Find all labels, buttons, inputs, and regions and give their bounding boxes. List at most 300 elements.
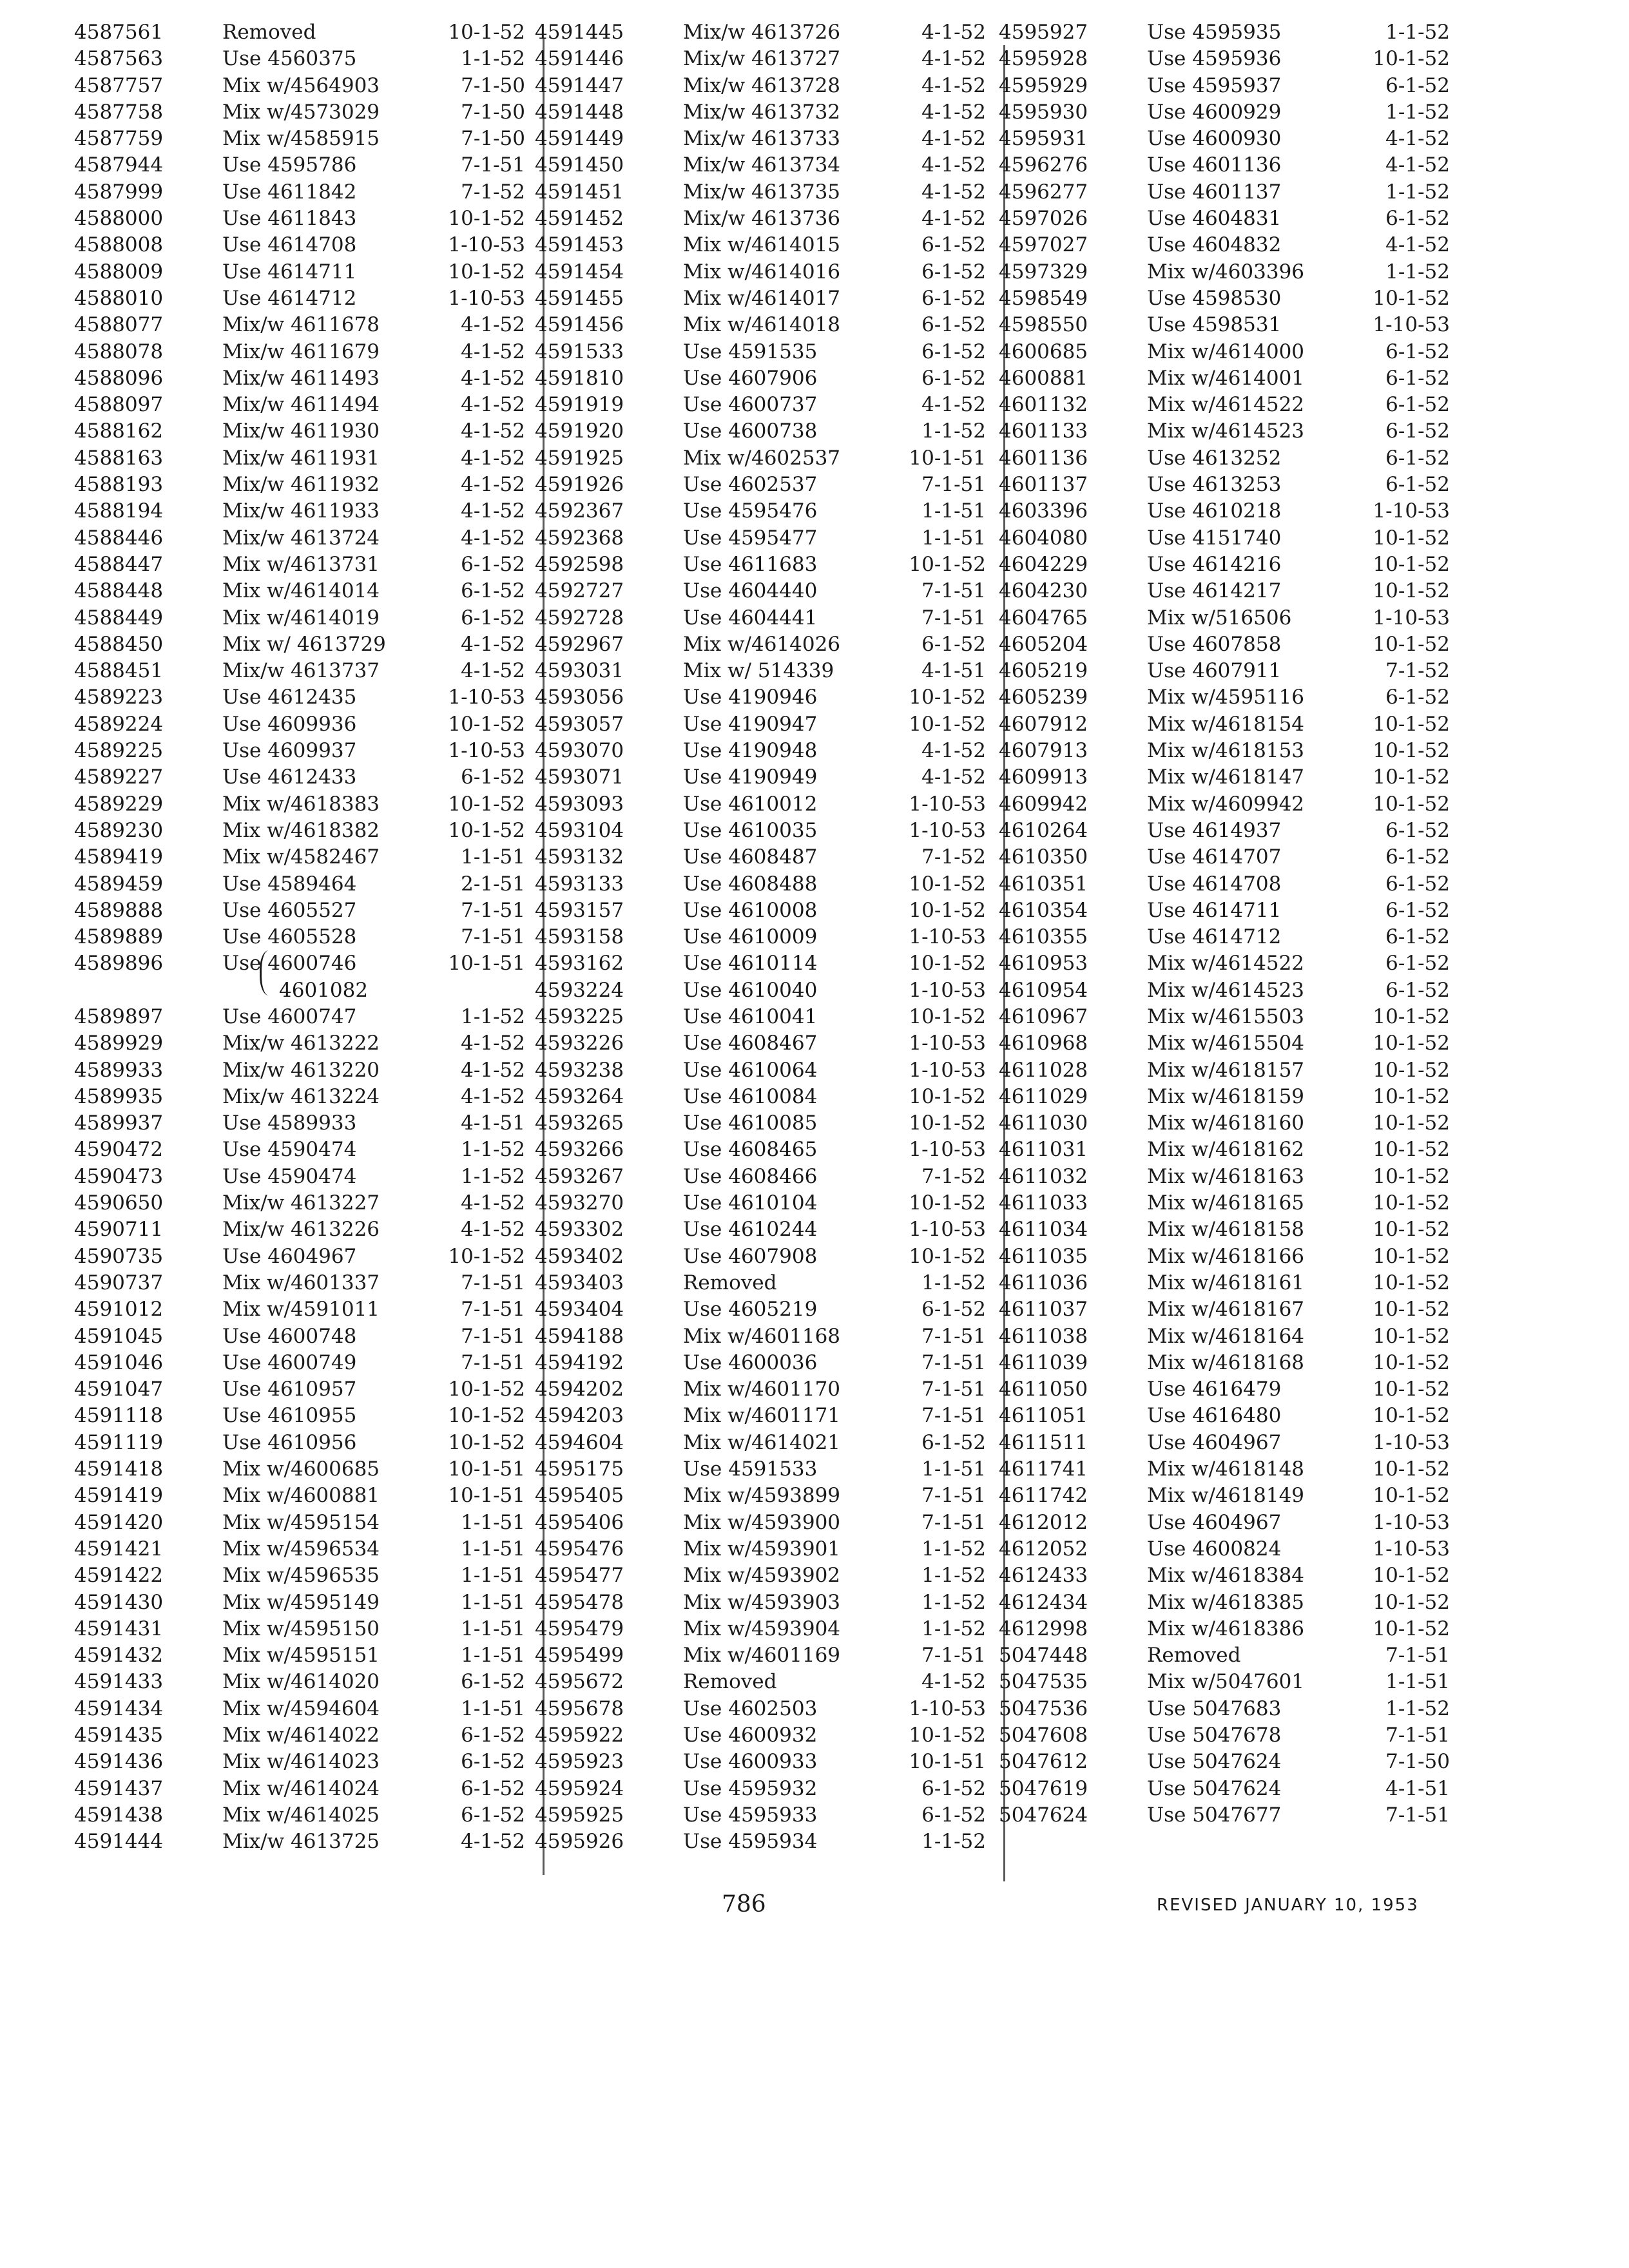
table-row (999, 99, 1463, 126)
effective-date: 1-1-51 (461, 1590, 525, 1614)
part-number: 4611029 (999, 1084, 1088, 1108)
effective-date: 10-1-52 (1373, 579, 1450, 603)
part-number: 4610351 (999, 872, 1088, 896)
part-number: 4593402 (535, 1244, 624, 1268)
table-row (535, 1536, 999, 1562)
disposition: Use 4600824 (1147, 1537, 1282, 1561)
disposition: Use 4604441 (683, 606, 818, 629)
effective-date: 1-1-52 (921, 1617, 986, 1640)
effective-date: 6-1-52 (461, 765, 525, 789)
effective-date: 4-1-52 (461, 366, 525, 390)
effective-date: 7-1-51 (461, 898, 525, 922)
disposition: Mix/w 4613727 (683, 47, 841, 71)
table-row (74, 1590, 538, 1616)
table-row (535, 631, 999, 658)
table-row (999, 1802, 1463, 1829)
effective-date: 6-1-52 (921, 1776, 986, 1800)
effective-date: 10-1-52 (1373, 632, 1450, 656)
table-row (74, 99, 538, 126)
effective-date: 4-1-52 (921, 47, 986, 71)
table-row (535, 1137, 999, 1163)
table-row (999, 578, 1463, 604)
disposition: Mix w/4601337 (222, 1271, 380, 1294)
disposition: Use 4611843 (222, 207, 357, 231)
disposition: Use 4190948 (683, 739, 818, 763)
effective-date: 7-1-51 (461, 153, 525, 177)
disposition: Mix w/4618385 (1147, 1590, 1305, 1614)
part-number: 5047448 (999, 1644, 1088, 1667)
disposition: Use 4614708 (1147, 872, 1282, 896)
disposition: Mix w/4595150 (222, 1617, 380, 1640)
disposition: Use 4598530 (1147, 286, 1282, 310)
table-row (999, 312, 1463, 338)
table-row (999, 472, 1463, 498)
table-row (999, 791, 1463, 818)
part-number: 4591449 (535, 127, 624, 151)
disposition: Use 4560375 (222, 47, 357, 71)
table-row (999, 924, 1463, 950)
effective-date: 10-1-52 (1373, 1590, 1450, 1614)
table-row (74, 1430, 538, 1456)
part-number: 4609942 (999, 792, 1088, 816)
table-row (535, 1616, 999, 1642)
disposition: Use 4190949 (683, 765, 818, 789)
effective-date: 6-1-52 (1385, 898, 1450, 922)
part-number: 4592367 (535, 499, 624, 523)
table-row (74, 1270, 538, 1296)
part-number: 4610953 (999, 952, 1088, 975)
effective-date: 10-1-52 (909, 712, 986, 736)
effective-date: 1-10-53 (909, 1696, 986, 1720)
effective-date: 7-1-51 (1385, 1644, 1450, 1667)
disposition: Use 4595934 (683, 1830, 818, 1854)
part-number: 4588008 (74, 233, 164, 257)
disposition: Use 5047678 (1147, 1724, 1282, 1747)
disposition: Use 4604967 (222, 1244, 357, 1268)
table-row (535, 365, 999, 392)
part-number: 4604229 (999, 552, 1088, 576)
effective-date: 6-1-52 (1385, 366, 1450, 390)
disposition: Mix w/ 514339 (683, 659, 834, 683)
disposition: Use 4595476 (683, 499, 818, 523)
disposition: Use 4610008 (683, 898, 818, 922)
effective-date: 4-1-52 (461, 526, 525, 550)
disposition: Mix w/4614024 (222, 1776, 380, 1800)
part-number: 4593265 (535, 1111, 624, 1135)
effective-date: 10-1-52 (909, 1004, 986, 1028)
effective-date: 1-1-52 (921, 1830, 986, 1854)
part-number: 4611050 (999, 1378, 1088, 1401)
disposition: Mix w/4615503 (1147, 1004, 1305, 1028)
effective-date: 10-1-52 (448, 260, 525, 284)
effective-date: 10-1-52 (1373, 1032, 1450, 1055)
disposition: Mix/w 4613725 (222, 1830, 380, 1854)
effective-date: 1-1-51 (461, 1696, 525, 1720)
disposition: Mix/w 4613222 (222, 1032, 380, 1055)
table-row (74, 631, 538, 658)
part-number: 4587944 (74, 153, 164, 177)
disposition: Use 4604831 (1147, 207, 1282, 231)
part-number: 4611039 (999, 1350, 1088, 1374)
disposition: Mix w/4573029 (222, 100, 380, 124)
part-number: 4593266 (535, 1138, 624, 1162)
disposition: Use 4605219 (683, 1298, 818, 1321)
table-row (999, 19, 1463, 46)
part-number: 4596277 (999, 180, 1088, 204)
effective-date: 10-1-52 (1373, 1218, 1450, 1242)
effective-date: 4-1-52 (461, 1218, 525, 1242)
table-row (535, 764, 999, 791)
part-number: 4592598 (535, 552, 624, 576)
part-number: 4595928 (999, 47, 1088, 71)
part-number: 4595672 (535, 1670, 624, 1694)
part-number: 4589230 (74, 818, 164, 842)
effective-date: 1-1-52 (921, 1271, 986, 1294)
part-number: 4591452 (535, 207, 624, 231)
effective-date: 1-1-51 (921, 526, 986, 550)
disposition: Mix/w 4613737 (222, 659, 380, 683)
table-row (74, 126, 538, 152)
disposition: Mix w/4618166 (1147, 1244, 1305, 1268)
effective-date: 1-10-53 (1373, 313, 1450, 337)
effective-date: 10-1-52 (1373, 1004, 1450, 1028)
table-row (999, 1164, 1463, 1190)
part-number: 4595477 (535, 1564, 624, 1588)
part-number: 4591444 (74, 1830, 164, 1854)
table-row (74, 1776, 538, 1802)
effective-date: 7-1-51 (921, 606, 986, 629)
effective-date: 10-1-52 (909, 1084, 986, 1108)
part-number: 4611036 (999, 1271, 1088, 1294)
part-number: 4590650 (74, 1191, 164, 1215)
effective-date: 10-1-52 (1373, 1164, 1450, 1188)
table-row (999, 1510, 1463, 1536)
table-row (535, 525, 999, 552)
table-row (999, 285, 1463, 312)
effective-date: 10-1-52 (909, 872, 986, 896)
table-row (74, 950, 538, 977)
table-row (999, 1323, 1463, 1350)
table-row (74, 684, 538, 711)
disposition: Use 4600746 (222, 952, 357, 975)
disposition: Use 4610956 (222, 1430, 357, 1454)
disposition: Use 4609937 (222, 739, 357, 763)
table-row (74, 1483, 538, 1509)
part-number: 4590735 (74, 1244, 164, 1268)
disposition: Use 4609936 (222, 712, 357, 736)
table-row (74, 1829, 538, 1855)
effective-date: 4-1-52 (921, 153, 986, 177)
part-number: 4604080 (999, 526, 1088, 550)
effective-date: 10-1-52 (1373, 1404, 1450, 1428)
disposition: Mix w/4600881 (222, 1484, 380, 1508)
table-row (74, 179, 538, 206)
effective-date: 6-1-52 (1385, 686, 1450, 709)
part-number: 4594604 (535, 1430, 624, 1454)
disposition: Mix w/5047601 (1147, 1670, 1305, 1694)
table-row (999, 1722, 1463, 1749)
table-row (999, 631, 1463, 658)
table-row (999, 977, 1463, 1004)
disposition: Use 4610040 (683, 978, 818, 1002)
revision-date: REVISED JANUARY 10, 1953 (1157, 1896, 1419, 1915)
part-number: 4591925 (535, 446, 624, 470)
disposition: Mix w/4614523 (1147, 978, 1305, 1002)
table-row (74, 392, 538, 418)
part-number: 4588450 (74, 632, 164, 656)
disposition: Mix w/4614016 (683, 260, 841, 284)
effective-date: 4-1-52 (921, 393, 986, 417)
table-row (74, 1323, 538, 1350)
table-row (74, 711, 538, 738)
disposition: Use 4600747 (222, 1004, 357, 1028)
effective-date: 10-1-52 (1373, 1138, 1450, 1162)
disposition: Mix/w 4613733 (683, 127, 841, 151)
table-row (535, 1376, 999, 1403)
table-row (999, 605, 1463, 631)
effective-date: 1-1-51 (921, 1457, 986, 1481)
effective-date: 1-10-53 (909, 925, 986, 949)
part-number: 4588449 (74, 606, 164, 629)
effective-date: 6-1-52 (461, 1724, 525, 1747)
table-row (535, 1190, 999, 1216)
effective-date: 10-1-52 (1373, 1484, 1450, 1508)
table-row (999, 844, 1463, 870)
effective-date: 10-1-52 (1373, 1324, 1450, 1348)
effective-date: 7-1-50 (461, 127, 525, 151)
table-row (74, 1456, 538, 1483)
table-row (999, 1562, 1463, 1589)
part-number: 4611030 (999, 1111, 1088, 1135)
table-row (535, 1057, 999, 1084)
part-number: 4592727 (535, 579, 624, 603)
disposition: Use 4589933 (222, 1111, 357, 1135)
part-number: 4593070 (535, 739, 624, 763)
effective-date: 6-1-52 (921, 1298, 986, 1321)
table-row (535, 1084, 999, 1110)
table-row (535, 1430, 999, 1456)
table-row (999, 764, 1463, 791)
part-number: 4591432 (74, 1644, 164, 1667)
table-row (74, 898, 538, 924)
part-number: 4611038 (999, 1324, 1088, 1348)
disposition: Mix/w 4611679 (222, 340, 380, 363)
disposition: Mix w/4596534 (222, 1537, 380, 1561)
disposition: Removed (1147, 1644, 1241, 1667)
part-number: 4595931 (999, 127, 1088, 151)
disposition: Mix w/4614000 (1147, 340, 1305, 363)
part-number: 4589933 (74, 1058, 164, 1082)
part-number: 4588448 (74, 579, 164, 603)
disposition: Use 4602537 (683, 473, 818, 497)
part-number: 4605239 (999, 686, 1088, 709)
disposition: Use 4589464 (222, 872, 357, 896)
table-row (74, 232, 538, 258)
table-row (999, 1190, 1463, 1216)
table-row (74, 738, 538, 764)
part-number: 4591447 (535, 73, 624, 97)
disposition: Use 5047624 (1147, 1776, 1282, 1800)
disposition: Use 4610957 (222, 1378, 357, 1401)
effective-date: 4-1-52 (921, 127, 986, 151)
disposition: Mix w/4618162 (1147, 1138, 1305, 1162)
part-number: 4591451 (535, 180, 624, 204)
effective-date: 1-1-51 (461, 1537, 525, 1561)
disposition: Mix w/4614001 (1147, 366, 1305, 390)
table-row (74, 1084, 538, 1110)
table-row (74, 1137, 538, 1163)
effective-date: 7-1-51 (461, 1271, 525, 1294)
part-number: 4611742 (999, 1484, 1088, 1508)
disposition: Mix w/4603396 (1147, 260, 1305, 284)
effective-date: 4-1-52 (461, 393, 525, 417)
effective-date: 4-1-52 (461, 1032, 525, 1055)
table-row (999, 1776, 1463, 1802)
table-row (74, 1669, 538, 1695)
disposition: Mix/w 4613226 (222, 1218, 380, 1242)
part-number: 4589227 (74, 765, 164, 789)
effective-date: 1-10-53 (909, 1058, 986, 1082)
table-row (999, 339, 1463, 365)
part-number: 4588194 (74, 499, 164, 523)
disposition: Use 4600737 (683, 393, 818, 417)
table-row (74, 658, 538, 684)
disposition: Use 4610041 (683, 1004, 818, 1028)
part-number: 4595930 (999, 100, 1088, 124)
effective-date: 4-1-52 (921, 1670, 986, 1694)
table-row (535, 1216, 999, 1243)
disposition: Mix w/4601168 (683, 1324, 841, 1348)
disposition: Mix w/4600685 (222, 1457, 380, 1481)
effective-date: 6-1-52 (921, 286, 986, 310)
disposition: Use 4614711 (1147, 898, 1282, 922)
disposition: Use 4605527 (222, 898, 357, 922)
effective-date: 4-1-51 (461, 1111, 525, 1135)
part-number: 4595926 (535, 1830, 624, 1854)
table-row (74, 19, 538, 46)
effective-date: 10-1-52 (1373, 1191, 1450, 1215)
disposition: Use 4614712 (222, 286, 357, 310)
disposition: Use 4610104 (683, 1191, 818, 1215)
part-number: 4587563 (74, 47, 164, 71)
table-row (535, 1403, 999, 1429)
table-row (999, 525, 1463, 552)
part-number: 4595476 (535, 1537, 624, 1561)
disposition: Mix w/4593899 (683, 1484, 841, 1508)
part-number: 4595405 (535, 1484, 624, 1508)
effective-date: 6-1-52 (461, 1803, 525, 1827)
table-row (535, 1749, 999, 1775)
disposition: Mix/w 4613734 (683, 153, 841, 177)
table-row (74, 312, 538, 338)
effective-date: 4-1-52 (461, 1084, 525, 1108)
effective-date: 6-1-52 (921, 1803, 986, 1827)
effective-date: 4-1-52 (461, 473, 525, 497)
part-number: 4610967 (999, 1004, 1088, 1028)
table-row (74, 1110, 538, 1137)
part-number: 4611511 (999, 1430, 1088, 1454)
table-row (999, 1216, 1463, 1243)
part-number: 4591436 (74, 1750, 164, 1774)
table-row (74, 791, 538, 818)
table-row (999, 1030, 1463, 1057)
disposition: Mix w/4595149 (222, 1590, 380, 1614)
disposition: Use 4612435 (222, 686, 357, 709)
part-number: 4587757 (74, 73, 164, 97)
part-number: 4610954 (999, 978, 1088, 1002)
table-row (535, 1562, 999, 1589)
disposition: Mix w/516506 (1147, 606, 1292, 629)
disposition: Mix w/4615504 (1147, 1032, 1305, 1055)
part-number: 4591454 (535, 260, 624, 284)
disposition: Use 4614937 (1147, 818, 1282, 842)
table-row (74, 1376, 538, 1403)
disposition: Use 4604832 (1147, 233, 1282, 257)
table-row (535, 1590, 999, 1616)
disposition: Use 4604440 (683, 579, 818, 603)
part-number: 4604230 (999, 579, 1088, 603)
disposition: Use 4604967 (1147, 1510, 1282, 1534)
disposition: Use 4608488 (683, 872, 818, 896)
disposition: Mix w/4593900 (683, 1510, 841, 1534)
effective-date: 6-1-52 (1385, 473, 1450, 497)
effective-date: 10-1-52 (448, 818, 525, 842)
effective-date: 10-1-52 (448, 1430, 525, 1454)
disposition: Use 4600933 (683, 1750, 818, 1774)
table-row (535, 126, 999, 152)
disposition: Use 4595937 (1147, 73, 1282, 97)
part-number: 4595922 (535, 1724, 624, 1747)
effective-date: 6-1-52 (921, 1430, 986, 1454)
table-row (999, 232, 1463, 258)
disposition: Mix/w 4613726 (683, 21, 841, 44)
table-row (999, 498, 1463, 524)
part-number: 4594192 (535, 1350, 624, 1374)
disposition: Use 4613252 (1147, 446, 1282, 470)
part-number: 4593031 (535, 659, 624, 683)
disposition: Use 4605528 (222, 925, 357, 949)
part-number: 4595929 (999, 73, 1088, 97)
part-number: 4589419 (74, 845, 164, 869)
effective-date: 6-1-52 (1385, 978, 1450, 1002)
part-number: 4591919 (535, 393, 624, 417)
disposition: Use 4614216 (1147, 552, 1282, 576)
disposition: Mix w/4618168 (1147, 1350, 1305, 1374)
effective-date: 10-1-52 (909, 952, 986, 975)
effective-date: 1-10-53 (909, 1032, 986, 1055)
table-row (535, 1270, 999, 1296)
table-row (74, 1616, 538, 1642)
table-row (535, 1164, 999, 1190)
table-row (74, 1749, 538, 1775)
table-row (74, 1164, 538, 1190)
disposition: Use 4611842 (222, 180, 357, 204)
table-row (74, 206, 538, 232)
disposition: Mix w/4618159 (1147, 1084, 1305, 1108)
table-row (535, 1696, 999, 1722)
disposition: Mix w/ 4613729 (222, 632, 386, 656)
disposition: Mix w/4618148 (1147, 1457, 1305, 1481)
part-number: 4593093 (535, 792, 624, 816)
disposition: Use 4614708 (222, 233, 357, 257)
part-number: 4591420 (74, 1510, 164, 1534)
effective-date: 1-10-53 (909, 1218, 986, 1242)
part-number: 4595479 (535, 1617, 624, 1640)
part-number: 4592368 (535, 526, 624, 550)
table-row (999, 152, 1463, 178)
table-row (535, 392, 999, 418)
effective-date: 10-1-52 (909, 1111, 986, 1135)
